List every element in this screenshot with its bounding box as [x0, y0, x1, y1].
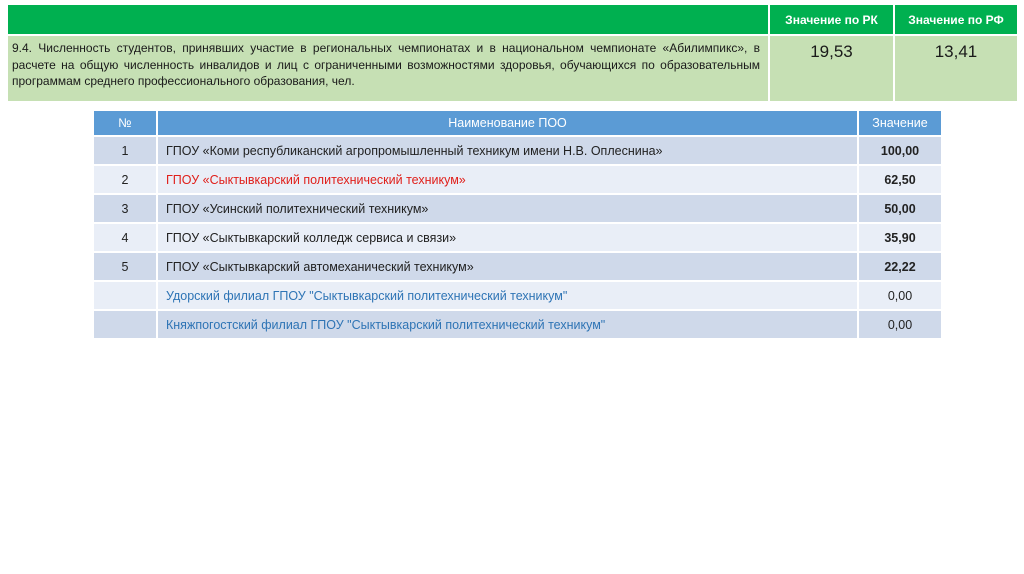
row-name: ГПОУ «Сыктывкарский автомеханический техникум»: [157, 252, 858, 281]
table-row: [93, 252, 942, 281]
indicator-header-row: [7, 4, 1018, 35]
row-value: 22,22: [858, 252, 942, 281]
row-number: [93, 310, 157, 339]
header-value-rk: Значение по РК: [769, 4, 894, 35]
row-value: 100,00: [858, 136, 942, 165]
row-number: 2: [93, 165, 157, 194]
table-row: [93, 165, 942, 194]
column-header-name: Наименование ПОО: [157, 110, 858, 136]
row-name: Удорский филиал ГПОУ "Сыктывкарский политехнический техникум": [157, 281, 858, 310]
column-header-number: №: [93, 110, 157, 136]
poo-table: [92, 109, 943, 340]
row-number: 5: [93, 252, 157, 281]
row-value: 0,00: [858, 310, 942, 339]
row-number: 4: [93, 223, 157, 252]
table-row: [93, 281, 942, 310]
row-number: [93, 281, 157, 310]
indicator-table: [6, 3, 1019, 103]
indicator-value-rk: 19,53: [769, 35, 894, 102]
indicator-row: [7, 35, 1018, 102]
row-name: ГПОУ «Сыктывкарский политехнический техникум»: [157, 165, 858, 194]
indicator-text: 9.4. Численность студентов, принявших участие в региональных чемпионатах и в национальном чемпионате «Абилимпикс», в расчете на общую численность инвалидов и лиц с ограниченными возможностями здоровья, обучающихся по образовательным программам среднего профессионального образования, чел.: [7, 35, 769, 102]
row-name: Княжпогостский филиал ГПОУ "Сыктывкарский политехнический техникум": [157, 310, 858, 339]
row-value: 50,00: [858, 194, 942, 223]
row-value: 35,90: [858, 223, 942, 252]
poo-table-header: [93, 110, 942, 136]
table-row: [93, 136, 942, 165]
indicator-value-rf: 13,41: [894, 35, 1018, 102]
table-row: [93, 194, 942, 223]
indicator-header-blank: [7, 4, 769, 35]
row-value: 62,50: [858, 165, 942, 194]
table-row: [93, 223, 942, 252]
row-name: ГПОУ «Коми республиканский агропромышленный техникум имени Н.В. Оплеснина»: [157, 136, 858, 165]
table-row: [93, 310, 942, 339]
row-name: ГПОУ «Усинский политехнический техникум»: [157, 194, 858, 223]
column-header-value: Значение: [858, 110, 942, 136]
row-name: ГПОУ «Сыктывкарский колледж сервиса и связи»: [157, 223, 858, 252]
row-number: 1: [93, 136, 157, 165]
row-value: 0,00: [858, 281, 942, 310]
header-value-rf: Значение по РФ: [894, 4, 1018, 35]
row-number: 3: [93, 194, 157, 223]
